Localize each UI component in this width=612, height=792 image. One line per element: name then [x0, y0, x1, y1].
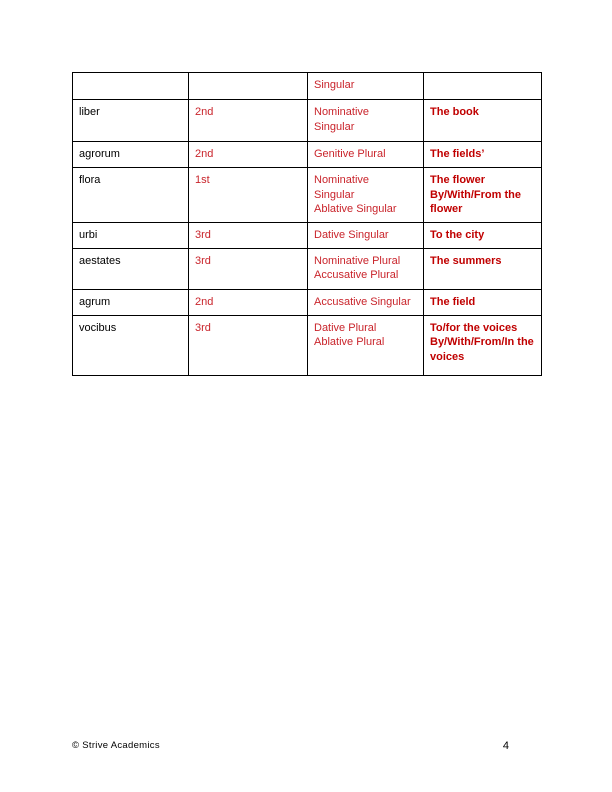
cell-word: agrorum — [73, 142, 189, 168]
cell-translation: The book — [424, 100, 542, 142]
cell-case: Accusative Singular — [308, 289, 424, 315]
header-cell-declension — [189, 73, 308, 100]
cell-declension: 2nd — [189, 100, 308, 142]
table-row — [73, 222, 542, 248]
cell-translation: The summers — [424, 248, 542, 289]
cell-word: urbi — [73, 222, 189, 248]
header-cell-translation — [424, 73, 542, 100]
table-row — [73, 289, 542, 315]
cell-declension: 3rd — [189, 315, 308, 375]
cell-declension: 2nd — [189, 289, 308, 315]
table-row — [73, 168, 542, 223]
cell-translation: The fields’ — [424, 142, 542, 168]
table-row — [73, 248, 542, 289]
cell-word: liber — [73, 100, 189, 142]
table-row — [73, 315, 542, 375]
cell-case: Dative Singular — [308, 222, 424, 248]
cell-word: aestates — [73, 248, 189, 289]
table-row — [73, 142, 542, 168]
cell-translation: The field — [424, 289, 542, 315]
cell-declension: 3rd — [189, 222, 308, 248]
cell-word: agrum — [73, 289, 189, 315]
cell-case: Dative Plural Ablative Plural — [308, 315, 424, 375]
cell-word: flora — [73, 168, 189, 223]
cell-case: Genitive Plural — [308, 142, 424, 168]
page-footer — [72, 740, 541, 758]
cell-declension: 2nd — [189, 142, 308, 168]
cell-translation: To/for the voices By/With/From/In the voices — [424, 315, 542, 375]
table-header-row — [73, 73, 542, 100]
cell-declension: 1st — [189, 168, 308, 223]
cell-case: Nominative Singular Ablative Singular — [308, 168, 424, 223]
cell-translation: To the city — [424, 222, 542, 248]
cell-word: vocibus — [73, 315, 189, 375]
cell-declension: 3rd — [189, 248, 308, 289]
header-cell-number: Singular — [308, 73, 424, 100]
footer-page-number: 4 — [502, 740, 509, 752]
cell-case: Nominative Plural Accusative Plural — [308, 248, 424, 289]
header-cell-word — [73, 73, 189, 100]
footer-copyright: © Strive Academics — [72, 740, 160, 751]
cell-case: Nominative Singular — [308, 100, 424, 142]
declension-table — [72, 72, 542, 376]
table-row — [73, 100, 542, 142]
cell-translation: The flower By/With/From the flower — [424, 168, 542, 223]
